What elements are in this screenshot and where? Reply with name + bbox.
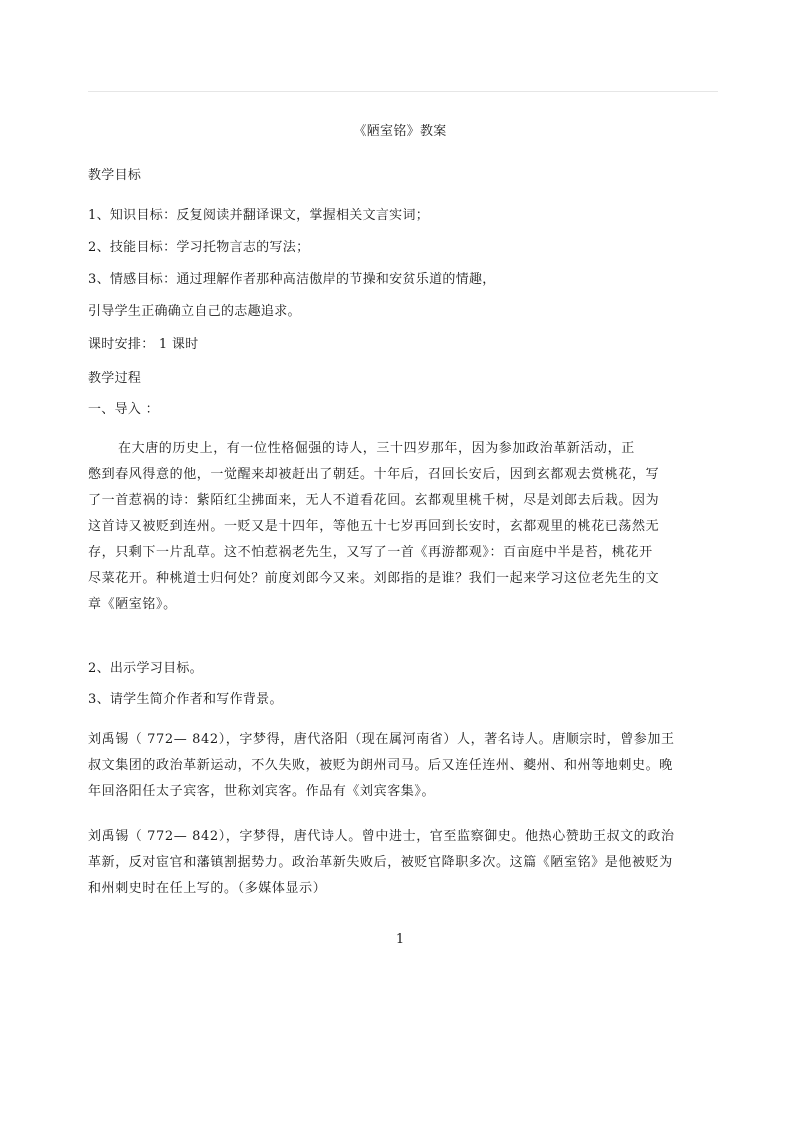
bio-line: 叔文集团的政治革新运动，不久失败，被贬为朗州司马。后又连任连州、夔州、和州等地刺史。晚	[88, 758, 673, 773]
intro-line: 存，只剩下一片乱草。这不怕惹祸老先生，又写了一首《再游都观》：百亩庭中半是苔，桃花开	[88, 545, 653, 560]
class-schedule: 课时安排： 1 课时	[88, 337, 199, 352]
objective-emotion: 3、情感目标：通过理解作者那种高洁傲岸的节操和安贫乐道的情趣，	[88, 272, 496, 287]
document-title: 《陋室铭》教案	[353, 124, 447, 139]
bio-line: 年回洛阳任太子宾客，世称刘宾客。作品有《刘宾客集》。	[88, 784, 436, 799]
objective-skill: 2、技能目标：学习托物言志的写法；	[88, 240, 310, 255]
intro-line: 尽菜花开。种桃道士归何处？前度刘郎今又来。刘郎指的是谁？我们一起来学习这位老先生的文	[88, 571, 660, 586]
step-show-objectives: 2、出示学习目标。	[88, 661, 203, 676]
step-author-background: 3、请学生简介作者和写作背景。	[88, 692, 283, 707]
process-heading: 教学过程	[88, 371, 142, 386]
intro-heading: 一、导入 ：	[88, 402, 159, 417]
bio-line: 刘禹锡（ 772— 842），字梦得，唐代洛阳（现在属河南省）人，著名诗人。唐顺宗时，曾参加王	[88, 732, 675, 747]
top-divider	[88, 91, 718, 92]
intro-line: 在大唐的历史上，有一位性格倔强的诗人，三十四岁那年，因为参加政治革新活动，正	[118, 441, 635, 456]
intro-line: 了一首惹祸的诗：紫陌红尘拂面来，无人不道看花回。玄都观里桃千树，尽是刘郎去后栽。因为	[88, 493, 660, 508]
objective-knowledge: 1、知识目标：反复阅读并翻译课文，掌握相关文言实词；	[88, 208, 430, 223]
bio-line: 和州刺史时在任上写的。（多媒体显示）	[88, 881, 327, 896]
bio-line: 刘禹锡（ 772— 842），字梦得，唐代诗人。曾中进士，官至监察御史。他热心赞助王叔文的政治	[88, 829, 675, 844]
author-bio-1	[88, 727, 675, 805]
intro-line: 章《陋室铭》。	[88, 597, 177, 612]
author-bio-2	[88, 824, 675, 902]
intro-line: 这首诗又被贬到连州。一贬又是十四年，等他五十七岁再回到长安时，玄都观里的桃花已荡然无	[88, 519, 660, 534]
objectives-heading: 教学目标	[88, 168, 142, 183]
intro-paragraph	[88, 436, 663, 618]
page-number: 1	[395, 932, 405, 947]
bio-line: 革新，反对宦官和藩镇割据势力。政治革新失败后，被贬官降职多次。这篇《陋室铭》是他被贬为	[88, 855, 673, 870]
intro-line: 憋到春风得意的他，一觉醒来却被赶出了朝廷。十年后，召回长安后，因到玄都观去赏桃花，写	[88, 467, 660, 482]
objective-emotion-cont: 引导学生正确确立自己的志趣追求。	[88, 304, 301, 319]
